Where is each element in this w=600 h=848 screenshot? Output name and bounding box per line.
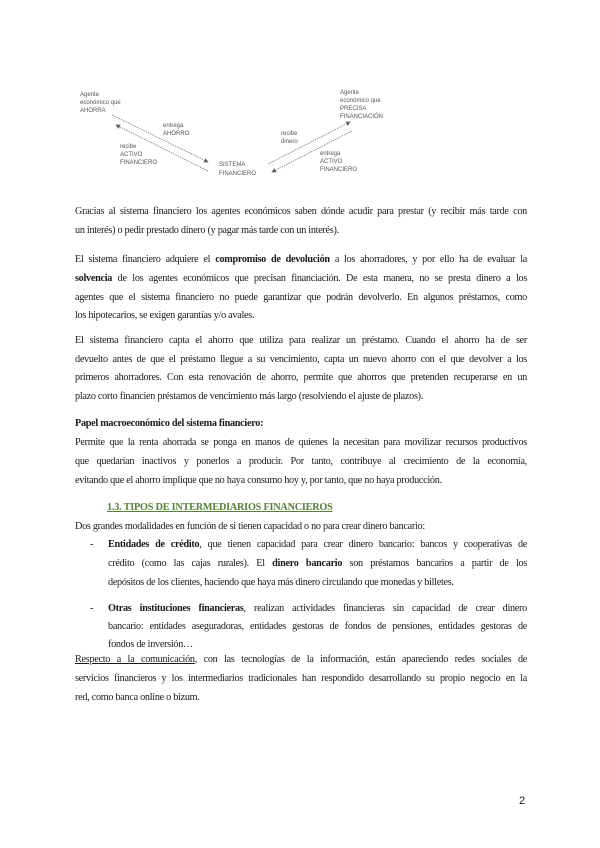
list-bullet: -	[90, 539, 94, 550]
text-line: Permite que la renta ahorrada se ponga en manos de quienes la necesitan para movilizar recursos productivos	[75, 437, 527, 448]
receives-asset-label: recibe ACTIVO FINANCIERO	[120, 144, 158, 166]
text-line: red, como banca online o bizum.	[75, 692, 200, 703]
text-line	[108, 538, 527, 552]
text-line: fondos de inversión…	[108, 639, 193, 650]
text-segment: de los agentes económicos que precisan financiación. De esta manera, no se presta dinero a los	[112, 273, 527, 284]
text-segment: a los ahorradores, y por ello ha de evaluar la	[329, 254, 528, 265]
text-line: evitando que el ahorro implique que no haya consumo hoy y, por tanto, que no haya producción.	[75, 475, 442, 486]
borrower-agent-label: Agente económico que PRECISA FINANCIACIÓN	[340, 90, 384, 120]
bold-term: Otras instituciones financieras	[108, 603, 244, 614]
section-heading: 1.3. TIPOS DE INTERMEDIARIOS FINANCIEROS	[107, 502, 333, 513]
text-segment: son préstamos bancarios a partir de los	[342, 558, 527, 569]
text-line: un interés) o pedir prestado dinero (y pagar más tarde con un interés).	[75, 225, 339, 236]
bold-term: compromiso de devolución	[215, 254, 330, 265]
delivers-asset-label: entrega ACTIVO FINANCIERO	[320, 151, 358, 173]
financial-system-label: SISTEMA FINANCIERO	[219, 162, 257, 177]
text-segment: El sistema financiero adquiere el	[75, 254, 216, 265]
text-line	[75, 653, 527, 667]
text-line: agentes que el sistema financiero no puede garantizar que podrán devolverlo. En algunos préstamos, como	[75, 292, 527, 303]
bold-term: Entidades de crédito	[108, 539, 200, 550]
text-line: El sistema financiero capta el ahorro que utiliza para realizar un préstamo. Cuando el ahorro ha de ser	[75, 335, 527, 346]
text-line: servicios financieros y los intermediarios tradicionales han respondido desarrollando su propio negocio en la	[75, 673, 527, 684]
bold-term: solvencia	[75, 273, 113, 284]
page-number: 2	[519, 795, 526, 807]
text-line	[108, 557, 527, 571]
text-line: que quedarían inactivos y ponerlos a producir. Por tanto, contribuye al crecimiento de la economía,	[75, 456, 527, 467]
text-segment: crédito (como las cajas rurales). El	[108, 558, 273, 569]
delivers-savings-label: entrega AHORRO	[163, 123, 190, 137]
underlined-term: Respecto a la comunicación	[75, 654, 195, 665]
text-line: bancario: entidades aseguradoras, entidades gestoras de fondos de pensiones, entidades gestoras de	[108, 621, 527, 632]
text-segment: , que tienen capacidad para crear dinero bancario: bancos y cooperativas de	[199, 539, 528, 550]
text-line: devuelto antes de que el préstamo llegue a su vencimiento, capta un nuevo ahorro con el que devolver a los	[75, 354, 527, 365]
financial-system-diagram	[0, 0, 600, 190]
text-line	[108, 602, 527, 616]
text-segment: , realizan actividades financieras sin capacidad de crear dinero	[243, 603, 527, 614]
text-line	[75, 253, 527, 267]
text-line: primeros ahorradores. Con esta renovación de ahorro, permite que ahorros que pretenden recuperarse en un	[75, 372, 527, 383]
bold-term: dinero bancario	[272, 558, 343, 569]
list-bullet: -	[90, 603, 94, 614]
text-segment: , con las tecnologías de la información, están apareciendo redes sociales de	[194, 654, 527, 665]
text-line: plazo corto financien préstamos de vencimiento más largo (resolviendo el ajuste de plazos).	[75, 391, 424, 402]
subheading: Papel macroeconómico del sistema financiero:	[75, 418, 264, 429]
text-line: Dos grandes modalidades en función de si tienen capacidad o no para crear dinero bancario:	[75, 521, 425, 532]
text-line: Gracias al sistema financiero los agentes económicos saben dónde acudir para prestar (y recibir más tarde con	[75, 206, 527, 217]
text-line: depósitos de los clientes, haciendo que haya más dinero circulando que monedas y billetes.	[108, 577, 454, 588]
receives-money-label: recibe dinero	[281, 131, 298, 145]
saver-agent-label: Agente económico que AHORRA	[80, 92, 121, 114]
text-line: los hipotecarios, se exigen garantías y/o avales.	[75, 310, 255, 321]
text-line	[75, 272, 527, 286]
